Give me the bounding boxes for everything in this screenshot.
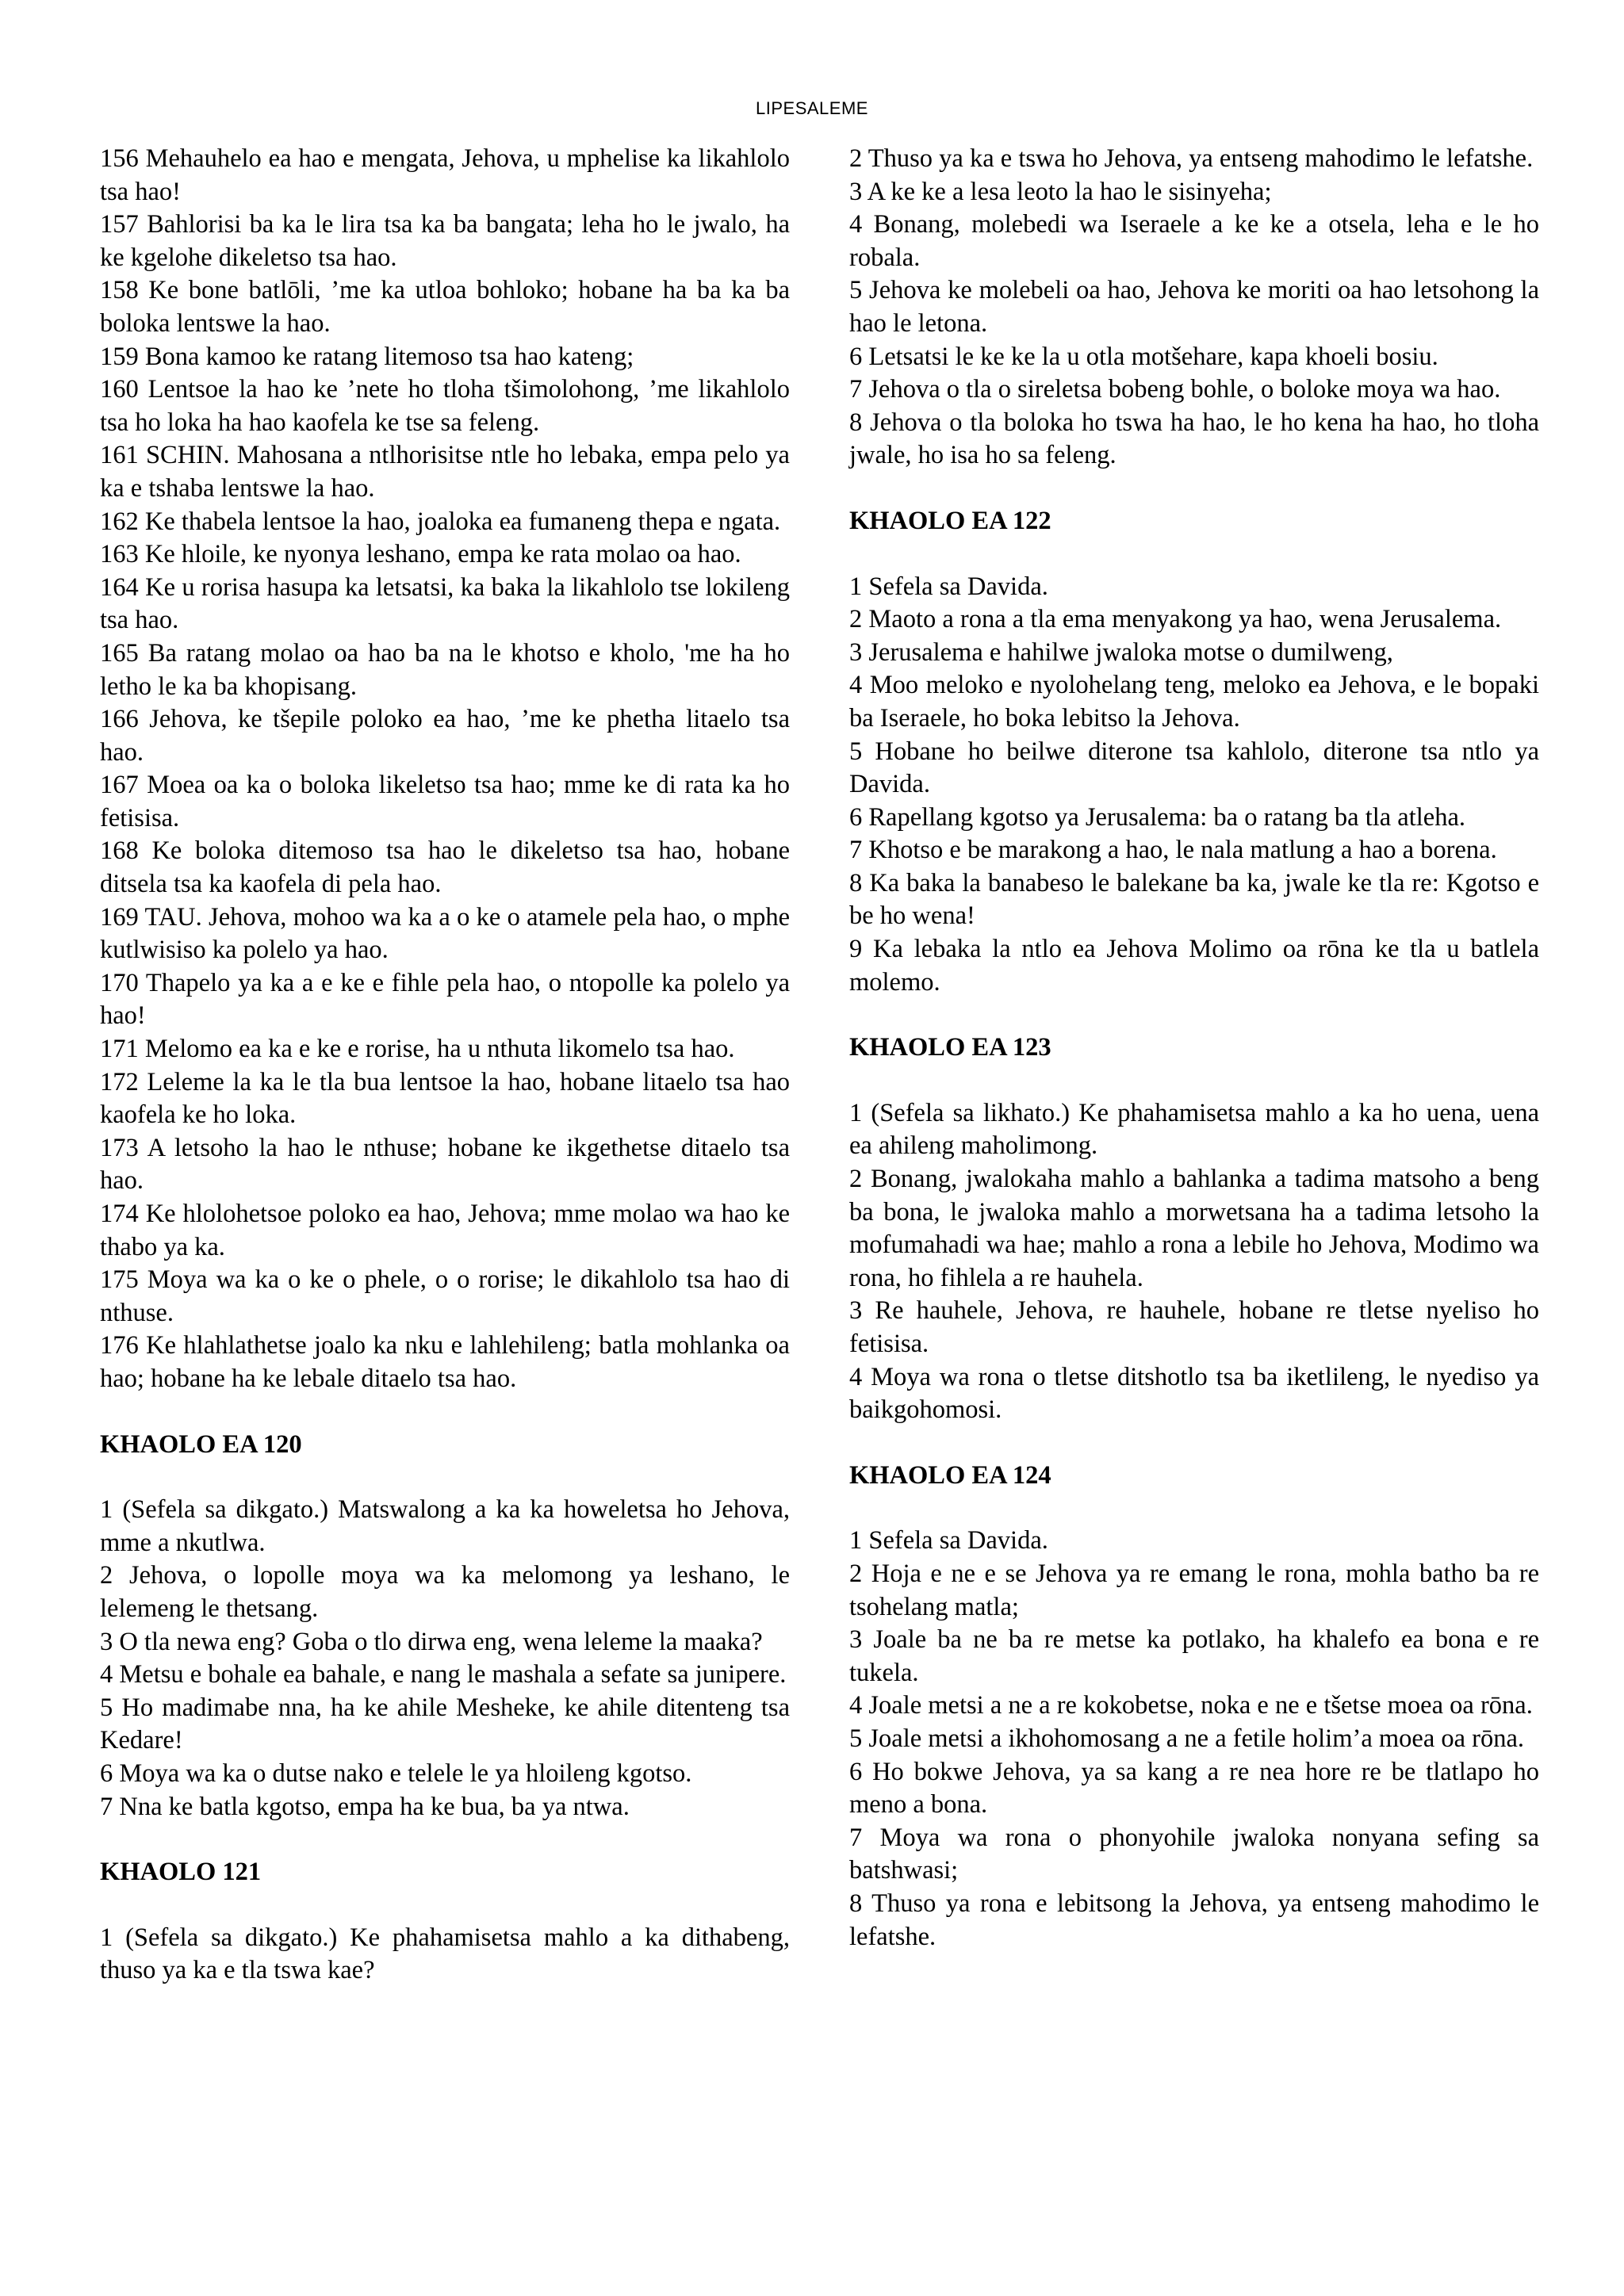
chapter-heading: KHAOLO EA 124 xyxy=(849,1460,1051,1490)
verse: 2 Maoto a rona a tla ema menyakong ya hao, wena Jerusalema. xyxy=(849,605,1502,634)
verse: 175 Moya wa ka o ke o phele, o o rorise; le dikahlolo tsa hao di nthuse. xyxy=(100,1265,790,1327)
verse: 165 Ba ratang molao oa hao ba na le khotso e kholo, 'me ha ho letho le ka ba khopisang. xyxy=(100,638,790,701)
verse: 168 Ke boloka ditemoso tsa hao le dikeletso tsa hao, hobane ditsela tsa ka kaofela di pela hao. xyxy=(100,836,790,899)
verse: 8 Ka baka la banabeso le balekane ba ka, jwale ke tla re: Kgotso e be ho wena! xyxy=(849,868,1539,931)
verse: 5 Hobane ho beilwe diterone tsa kahlolo, diterone tsa ntlo ya Davida. xyxy=(849,737,1539,799)
verse: 4 Moya wa rona o tletse ditshotlo tsa ba iketlileng, le nyediso ya baikgohomosi. xyxy=(849,1362,1539,1425)
verse: 5 Joale metsi a ikhohomosang a ne a fetile holim’a moea oa rōna. xyxy=(849,1724,1525,1753)
right-column xyxy=(849,143,1539,1954)
verse: 3 Joale ba ne ba re metse ka potlako, ha khalefo ea bona e re tukela. xyxy=(849,1625,1539,1687)
verse: 4 Bonang, molebedi wa Iseraele a ke ke a otsela, leha e le ho robala. xyxy=(849,210,1539,272)
verse: 161 SCHIN. Mahosana a ntlhorisitse ntle ho lebaka, empa pelo ya ka e tshaba lentswe la hao. xyxy=(100,441,790,503)
verse: 8 Jehova o tla boloka ho tswa ha hao, le ho kena ha hao, ho tloha jwale, ho isa ho sa feleng. xyxy=(849,408,1539,470)
verse: 159 Bona kamoo ke ratang litemoso tsa hao kateng; xyxy=(100,342,634,371)
verse: 4 Joale metsi a ne a re kokobetse, noka e ne e tšetse moea oa rōna. xyxy=(849,1691,1533,1720)
verse: 174 Ke hlolohetsoe poloko ea hao, Jehova; mme molao wa hao ke thabo ya ka. xyxy=(100,1200,790,1261)
verse: 5 Ho madimabe nna, ha ke ahile Mesheke, ke ahile ditenteng tsa Kedare! xyxy=(100,1693,790,1755)
verse: 4 Metsu e bohale ea bahale, e nang le mashala a sefate sa junipere. xyxy=(100,1660,787,1689)
verse: 9 Ka lebaka la ntlo ea Jehova Molimo oa rōna ke tla u batlela molemo. xyxy=(849,935,1539,997)
verse: 156 Mehauhelo ea hao e mengata, Jehova, u mphelise ka likahlolo tsa hao! xyxy=(100,144,790,206)
verse: 3 Jerusalema e hahilwe jwaloka motse o dumilweng, xyxy=(849,637,1393,667)
verse: 157 Bahlorisi ba ka le lira tsa ka ba bangata; leha ho le jwalo, ha ke kgelohe dikeletso tsa hao. xyxy=(100,210,790,272)
verse: 6 Moya wa ka o dutse nako e telele le ya hloileng kgotso. xyxy=(100,1758,692,1788)
chapter-heading: KHAOLO EA 123 xyxy=(849,1033,1051,1062)
verse: 3 A ke ke a lesa leoto la hao le sisinyeha; xyxy=(849,177,1272,206)
chapter-heading: KHAOLO EA 122 xyxy=(849,506,1051,535)
verse: 1 (Sefela sa dikgato.) Ke phahamisetsa mahlo a ka dithabeng, thuso ya ka e tla tswa kae? xyxy=(100,1923,790,1985)
verse: 170 Thapelo ya ka a e ke e fihle pela hao, o ntopolle ka polelo ya hao! xyxy=(100,968,790,1031)
chapter-heading: KHAOLO EA 120 xyxy=(100,1429,302,1459)
verse: 6 Ho bokwe Jehova, ya sa kang a re nea hore re be tlatlapo ho meno a bona. xyxy=(849,1757,1539,1820)
verse: 6 Letsatsi le ke ke la u otla motšehare, kapa khoeli bosiu. xyxy=(849,342,1438,371)
verse: 2 Hoja e ne e se Jehova ya re emang le rona, mohla batho ba re tsohelang matla; xyxy=(849,1559,1539,1621)
verse: 169 TAU. Jehova, mohoo wa ka a o ke o atamele pela hao, o mphe kutlwisiso ka polelo ya hao. xyxy=(100,902,790,965)
verse: 3 O tla newa eng? Goba o tlo dirwa eng, wena leleme la maaka? xyxy=(100,1627,763,1656)
verse: 171 Melomo ea ka e ke e rorise, ha u nthuta likomelo tsa hao. xyxy=(100,1035,735,1064)
verse: 167 Moea oa ka o boloka likeletso tsa hao; mme ke di rata ka ho fetisisa. xyxy=(100,771,790,832)
left-column xyxy=(100,143,790,1988)
verse: 1 Sefela sa Davida. xyxy=(849,572,1048,601)
verse: 166 Jehova, ke tšepile poloko ea hao, ’me ke phetha litaelo tsa hao. xyxy=(100,705,790,767)
verse: 163 Ke hloile, ke nyonya leshano, empa ke rata molao oa hao. xyxy=(100,540,741,569)
verse: 3 Re hauhele, Jehova, re hauhele, hobane re tletse nyeliso ho fetisisa. xyxy=(849,1296,1539,1358)
verse: 164 Ke u rorisa hasupa ka letsatsi, ka baka la likahlolo tse lokileng tsa hao. xyxy=(100,572,790,635)
verse: 7 Khotso e be marakong a hao, le nala matlung a hao a borena. xyxy=(849,836,1497,865)
verse: 160 Lentsoe la hao ke ’nete ho tloha tšimolohong, ’me likahlolo tsa ho loka ha hao kaofela ke tse sa feleng. xyxy=(100,375,790,437)
running-header: LIPESALEME xyxy=(756,98,868,118)
verse: 7 Nna ke batla kgotso, empa ha ke bua, ba ya ntwa. xyxy=(100,1792,630,1821)
verse: 162 Ke thabela lentsoe la hao, joaloka ea fumaneng thepa e ngata. xyxy=(100,507,781,536)
verse: 158 Ke bone batlōli, ’me ka utloa bohloko; hobane ha ba ka ba boloka lentswe la hao. xyxy=(100,276,790,338)
verse: 2 Bonang, jwalokaha mahlo a bahlanka a tadima matsoho a beng ba bona, le jwaloka mahlo a morwetsana ha a tadima letsoho la mofumahadi wa hae; mahlo a rona a lebile ho Jehova, Modimo wa rona, ho fihlela a re hauhela. xyxy=(849,1165,1539,1292)
verse: 2 Jehova, o lopolle moya wa ka melomong ya leshano, le lelemeng le thetsang. xyxy=(100,1561,790,1623)
verse: 5 Jehova ke molebeli oa hao, Jehova ke moriti oa hao letsohong la hao le letona. xyxy=(849,276,1539,338)
verse: 7 Jehova o tla o sireletsa bobeng bohle, o boloke moya wa hao. xyxy=(849,375,1501,404)
verse: 7 Moya wa rona o phonyohile jwaloka nonyana sefing sa batshwasi; xyxy=(849,1823,1539,1885)
verse: 1 (Sefela sa likhato.) Ke phahamisetsa mahlo a ka ho uena, uena ea ahileng maholimong. xyxy=(849,1098,1539,1161)
verse: 172 Leleme la ka le tla bua lentsoe la hao, hobane litaelo tsa hao kaofela ke ho loka. xyxy=(100,1067,790,1130)
verse: 8 Thuso ya rona e lebitsong la Jehova, ya entseng mahodimo le lefatshe. xyxy=(849,1888,1539,1951)
verse: 176 Ke hlahlathetse joalo ka nku e lahlehileng; batla mohlanka oa hao; hobane ha ke lebale ditaelo tsa hao. xyxy=(100,1331,790,1393)
verse: 6 Rapellang kgotso ya Jerusalema: ba o ratang ba tla atleha. xyxy=(849,802,1466,832)
verse: 1 Sefela sa Davida. xyxy=(849,1526,1048,1556)
chapter-heading: KHAOLO 121 xyxy=(100,1858,262,1887)
verse: 4 Moo meloko e nyolohelang teng, meloko ea Jehova, e le bopaki ba Iseraele, ho boka lebitso la Jehova. xyxy=(849,671,1539,733)
verse: 173 A letsoho la hao le nthuse; hobane ke ikgethetse ditaelo tsa hao. xyxy=(100,1133,790,1196)
verse: 1 (Sefela sa dikgato.) Matswalong a ka ka howeletsa ho Jehova, mme a nkutlwa. xyxy=(100,1495,790,1557)
verse: 2 Thuso ya ka e tswa ho Jehova, ya entseng mahodimo le lefatshe. xyxy=(849,144,1534,173)
